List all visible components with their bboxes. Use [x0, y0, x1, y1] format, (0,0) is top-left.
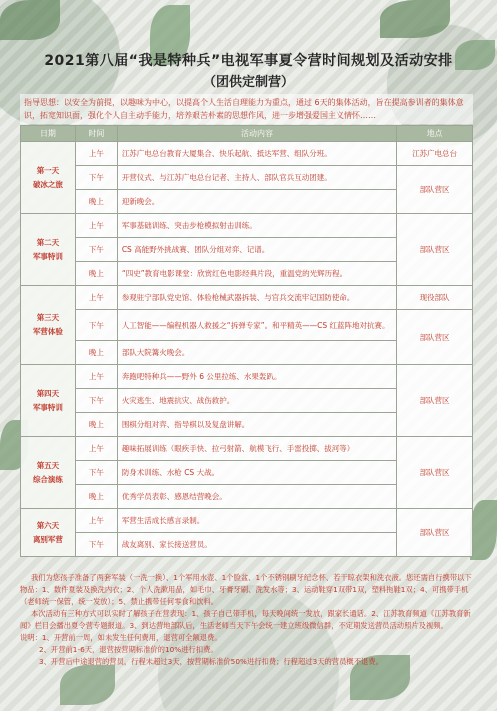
period-cell: 晚上 [75, 262, 117, 286]
table-row [21, 166, 473, 190]
place-cell: 部队营区 [397, 310, 473, 365]
period-cell: 下午 [75, 389, 117, 413]
place-cell: 部队营区 [397, 365, 473, 437]
place-cell: 部队营区 [397, 214, 473, 286]
activity-cell: 参观驻宁部队党史馆、体验枪械武器拆装、与官兵交流牢记国防使命。 [117, 286, 396, 310]
day-cell [21, 286, 76, 365]
period-cell: 上午 [75, 365, 117, 389]
leaf-decoration [380, 0, 450, 38]
activity-cell: 江苏广电总台教育大厦集合、快乐起航、抵达军营、组队分班。 [117, 142, 396, 166]
header-time: 时间 [75, 126, 117, 142]
activity-cell: 迎新晚会。 [117, 190, 396, 214]
activity-cell: 火灾逃生、地震抗灾、战伤救护。 [117, 389, 396, 413]
day-label: 第四天 [36, 388, 60, 398]
leaf-decoration [0, 0, 60, 40]
activity-cell: 趣味拓展训练（眼疾手快、拉弓射箭、航模飞行、手雷投掷、拔河等） [117, 437, 396, 461]
place-cell: 部队营区 [397, 166, 473, 214]
day-cell [21, 142, 76, 214]
day-cell [21, 214, 76, 286]
activity-cell: 奔跑吧特种兵——野外 6 公里拉练、水果轰趴。 [117, 365, 396, 389]
place-cell: 现役部队 [397, 286, 473, 310]
notes-paragraph: 本次活动有三种方式可以实时了解孩子在营表现：1、孩子自己带手机，每天晚间统一发放，跟家长通话。2、江苏教育频道《江苏教育新闻》栏目会播出夏令营专题报道。3、到达营地部队后，生活老师当天下午会统一建立班级微信群，不定期发送营员活动照片及视频。 [20, 609, 471, 630]
activity-cell: 战友离别、家长接送营员。 [117, 533, 396, 557]
period-cell: 上午 [75, 509, 117, 533]
header-place: 地点 [397, 126, 473, 142]
activity-cell: 防身术训练、水枪 CS 大战。 [117, 461, 396, 485]
day-label: 第一天 [36, 165, 60, 175]
notes-paragraph: 3、开营后中途退营的营员，行程未超过3天，按营期标准价50%进行扣费；行程超过3天的营员概不退费。 [38, 657, 383, 666]
day-theme: 军事特训 [32, 251, 63, 261]
period-cell: 晚上 [75, 413, 117, 437]
activity-cell: 优秀学员表彰、感恩结营晚会。 [117, 485, 396, 509]
table-row [21, 365, 473, 389]
period-cell: 下午 [75, 533, 117, 557]
period-cell: 晚上 [75, 485, 117, 509]
period-cell: 下午 [75, 166, 117, 190]
schedule-table [20, 125, 473, 557]
period-cell: 上午 [75, 214, 117, 238]
leaf-decoration [470, 500, 497, 560]
day-label: 第六天 [36, 520, 60, 530]
notes-paragraph: 我们为您孩子准备了两套军装（一洗一换）、1个军用水壶、1个脸盆、1个不锈钢刷牙纪念杯、若干晾衣架和洗衣液。您还需自行携带以下物品：1、数件夏装及换洗内衣；2、个人洗漱用品，如毛巾、牙膏牙刷、洗发水等；3、运动鞋穿1双带1双，塑料拖鞋1双；4、可携带手机（老师统一保管，统一发放）；5、禁止携带任何零食和饮料。 [20, 573, 472, 606]
period-cell: 晚上 [75, 190, 117, 214]
activity-cell: 部队大院篝火晚会。 [117, 341, 396, 365]
activity-cell: “四史”教育电影课堂：欣赏红色电影经典片段，重温党的光辉历程。 [117, 262, 396, 286]
guiding-principle: 指导思想：以安全为前提，以趣味为中心，以提高个人生活自理能力为重点，通过 6天的集体活动，旨在提高参训者的集体意识，拓宽知识面，强化个人自主动手能力，培养艰苦朴素的思想作风，进一步增强爱国主义情怀…… [20, 94, 473, 124]
header-activity: 活动内容 [117, 126, 396, 142]
day-theme: 军营体验 [32, 327, 63, 336]
day-label: 第二天 [36, 237, 60, 247]
day-theme: 离别军营 [32, 534, 63, 544]
day-theme: 综合演练 [32, 474, 63, 484]
notes-section [20, 572, 475, 668]
day-label: 第五天 [36, 460, 60, 470]
activity-cell: 开营仪式、与江苏广电总台记者、主持人、部队官兵互动团建。 [117, 166, 396, 190]
page-subtitle: （团供定制营） [202, 75, 294, 90]
day-cell [21, 365, 76, 437]
day-label: 第三天 [36, 313, 60, 322]
period-cell: 上午 [75, 142, 117, 166]
place-cell: 部队营区 [397, 509, 473, 557]
page-title: 2021第八届“我是特种兵”电视军事夏令营时间规划及活动安排 [44, 53, 453, 69]
period-cell: 下午 [75, 238, 117, 262]
activity-cell: CS 高能野外挑战赛、团队分组对弈、记谱。 [117, 238, 396, 262]
day-cell [21, 437, 76, 509]
activity-cell: 人工智能——编程机器人救援之“拆弹专家”。和平精英——CS 红蓝阵地对抗赛。 [117, 310, 396, 341]
table-row [21, 310, 473, 341]
table-row [21, 286, 473, 310]
period-cell: 下午 [75, 461, 117, 485]
notes-paragraph: 2、开营前1-6天，退营按营期标准价的10%进行扣费。 [38, 645, 218, 654]
period-cell: 上午 [75, 437, 117, 461]
table-row [21, 214, 473, 238]
leaf-decoration [60, 665, 115, 705]
header-date: 日期 [21, 126, 76, 142]
activity-cell: 围棋分组对弈、指导棋以及复盘讲解。 [117, 413, 396, 437]
activity-cell: 军事基础训练、突击步枪模拟射击训练。 [117, 214, 396, 238]
table-row [21, 142, 473, 166]
day-theme: 破冰之旅 [32, 179, 63, 189]
activity-cell: 军营生活成长感言录制。 [117, 509, 396, 533]
notes-paragraph: 说明：1、开营前一周，如未发生任何费用，退营可全额退费。 [20, 633, 222, 642]
period-cell: 上午 [75, 286, 117, 310]
table-header-row [21, 126, 473, 142]
table-row [21, 437, 473, 461]
period-cell: 下午 [75, 310, 117, 341]
table-row [21, 509, 473, 533]
place-cell: 江苏广电总台 [397, 142, 473, 166]
day-theme: 军事特训 [32, 402, 63, 412]
place-cell: 部队营区 [397, 437, 473, 509]
day-cell [21, 509, 76, 557]
period-cell: 晚上 [75, 341, 117, 365]
